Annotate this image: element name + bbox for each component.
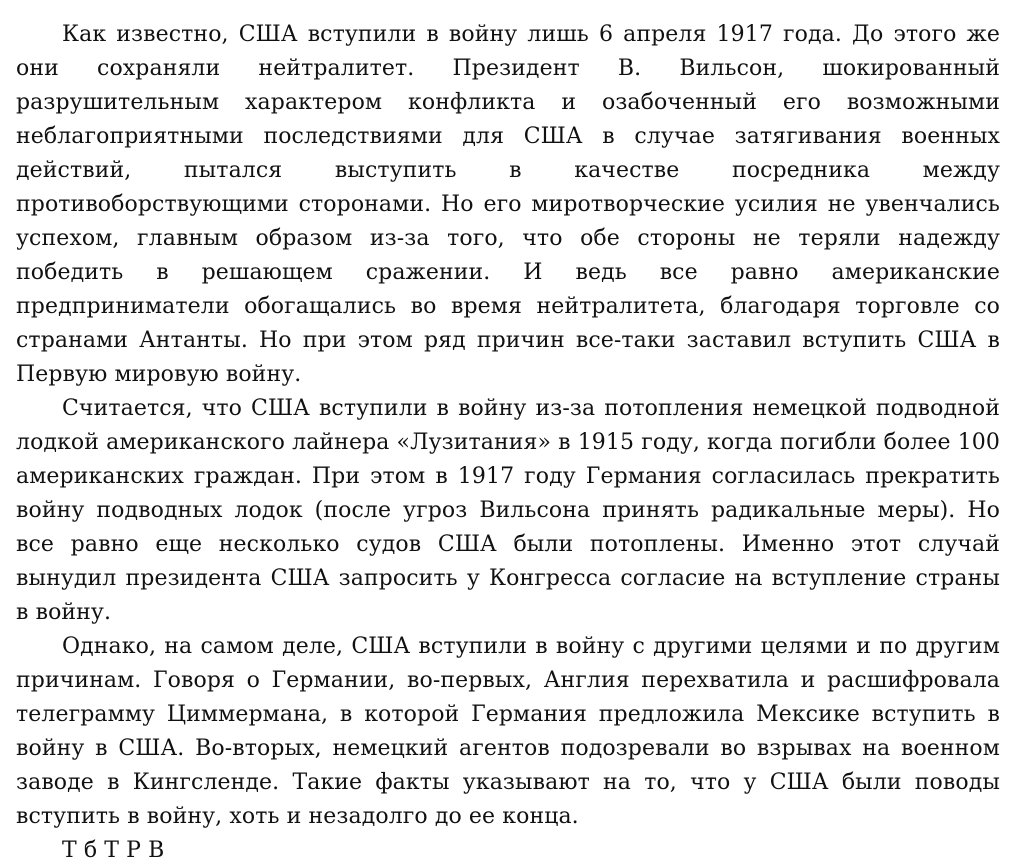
paragraph-3: Однако, на самом деле, США вступили в войну с другими целями и по другим причинам. Говоря о Германии, во-первых, Англия перехватила и расшифровала телеграмму Циммермана, в которой Германия предложила Мексике вступить в войну в США. Во-вторых, немецкий агентов подозревали во взрывах на военном заводе в Кингсленде. Такие факты указывают на то, что у США были поводы вступить в войну, хоть и незадолго до ее конца. xyxy=(16,634,1000,829)
paragraph-1: Как известно, США вступили в войну лишь 6 апреля 1917 года. До этого же они сохраняли нейтралитет. Президент В. Вильсон, шокированный разрушительным характером конфликта и озабоченный его возможными неблагоприятными последствиями для США в случае затягивания военных действий, пытался выступить в качестве посредника между противоборствующими сторонами. Но его миротворческие усилия не увенчались успехом, главным образом из-за того, что обе стороны не теряли надежду победить в решающем сражении. И ведь все равно американские предприниматели обогащались во время нейтралитета, благодаря торговле со странами Антанты. Но при этом ряд причин все-таки заставил вступить США в Первую мировую войну. xyxy=(16,22,1000,387)
paragraph-2: Считается, что США вступили в войну из-за потопления немецкой подводной лодкой американского лайнера «Лузитания» в 1915 году, когда погибли более 100 американских граждан. При этом в 1917 году Германия согласилась прекратить войну подводных лодок (после угроз Вильсона принять радикальные меры). Но все равно еще несколько судов США были потоплены. Именно этот случай вынудил президента США запросить у Конгресса согласие на вступление страны в войну. xyxy=(16,396,1000,625)
document-body xyxy=(16,18,1000,868)
paragraph-4-cut-off: Т б Т Р В xyxy=(62,838,165,863)
